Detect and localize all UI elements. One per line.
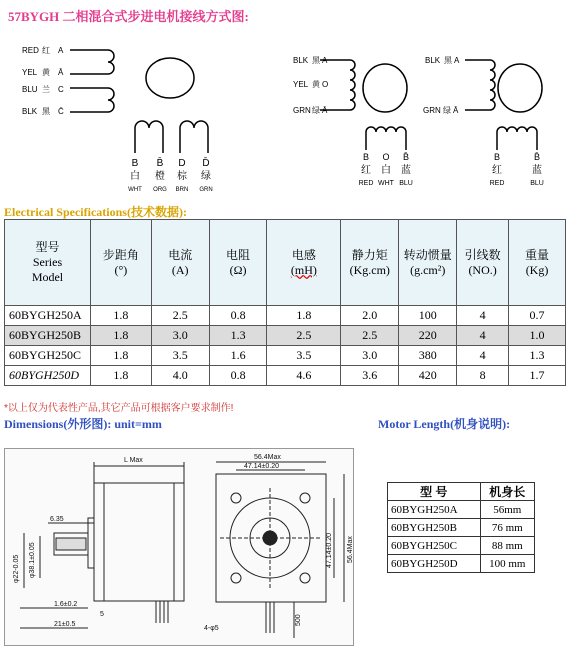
svg-text:A: A xyxy=(454,56,460,65)
svg-text:蓝: 蓝 xyxy=(401,165,411,176)
electrical-heading: Electrical Specifications(技术数据): xyxy=(4,205,187,219)
svg-text:ORG: ORG xyxy=(153,187,167,193)
page-title: 57BYGH 二相混合式步进电机接线方式图: xyxy=(8,9,249,24)
svg-text:Ā: Ā xyxy=(322,106,328,115)
svg-text:BLU: BLU xyxy=(530,180,544,187)
length-header-row xyxy=(388,483,535,501)
dim-47-14-side: 47.14±0.20 xyxy=(326,533,333,568)
wiring-left-labels xyxy=(22,45,64,116)
spec-header-row xyxy=(5,220,566,306)
header-model: 型号 Series Model xyxy=(5,220,91,306)
dim-22: φ22-0.05 xyxy=(13,554,20,583)
svg-text:Ā: Ā xyxy=(453,106,459,115)
svg-text:绿: 绿 xyxy=(443,106,451,115)
svg-text:B: B xyxy=(131,158,139,169)
svg-text:C: C xyxy=(58,85,64,94)
svg-text:O: O xyxy=(382,152,390,162)
svg-text:黑: 黑 xyxy=(312,56,320,65)
dim-l-max: L Max xyxy=(124,457,143,464)
svg-text:黄: 黄 xyxy=(312,80,320,89)
svg-text:D: D xyxy=(178,158,186,169)
wiring-diagrams xyxy=(0,30,571,200)
svg-text:棕: 棕 xyxy=(177,171,187,182)
wiring-mid-bottom xyxy=(359,152,413,187)
table-row: 60BYGH250D 1.8 4.0 0.8 4.6 3.6 420 8 1.7 xyxy=(5,366,566,386)
svg-text:YEL: YEL xyxy=(293,80,309,89)
svg-text:Ā: Ā xyxy=(58,68,64,77)
wiring-right-labels xyxy=(423,56,460,115)
svg-text:BRN: BRN xyxy=(175,187,189,193)
header-inertia: 转动惯量 (g.cm²) xyxy=(399,220,457,306)
svg-text:B̄: B̄ xyxy=(533,152,541,162)
svg-text:B̄: B̄ xyxy=(402,152,410,162)
dim-5: 5 xyxy=(100,611,104,618)
dim-21: 21±0.5 xyxy=(54,621,76,628)
header-resistance: 电阻 (Ω) xyxy=(209,220,267,306)
header-current: 电流 (A) xyxy=(151,220,209,306)
svg-text:兰: 兰 xyxy=(42,85,50,94)
svg-text:A: A xyxy=(58,46,64,55)
svg-text:C̄: C̄ xyxy=(58,107,64,116)
wiring-right-bottom xyxy=(490,152,544,187)
header-step-angle: 步距角 (°) xyxy=(90,220,151,306)
svg-text:BLK: BLK xyxy=(425,56,441,65)
dim-1-6: 1.6±0.2 xyxy=(54,601,78,608)
svg-text:GRN: GRN xyxy=(423,106,441,115)
svg-text:黑: 黑 xyxy=(42,107,50,116)
wire-label-yel: YEL xyxy=(22,68,38,77)
svg-text:白: 白 xyxy=(130,171,140,182)
svg-text:B: B xyxy=(493,152,501,162)
dim-holes: 4-φ5 xyxy=(204,625,219,632)
svg-text:绿: 绿 xyxy=(312,106,320,115)
svg-text:B̄: B̄ xyxy=(156,158,164,169)
svg-text:GRN: GRN xyxy=(199,187,213,193)
svg-text:BLK: BLK xyxy=(293,56,309,65)
svg-text:黑: 黑 xyxy=(444,56,452,65)
header-length: 机身长 xyxy=(480,483,535,501)
svg-text:绿: 绿 xyxy=(201,171,211,182)
svg-text:GRN: GRN xyxy=(293,106,311,115)
table-row: 60BYGH250B 76 mm xyxy=(388,519,535,537)
svg-text:O: O xyxy=(322,80,329,89)
svg-text:蓝: 蓝 xyxy=(532,165,542,176)
svg-text:白: 白 xyxy=(381,165,391,176)
table-row: 60BYGH250B 1.8 3.0 1.3 2.5 2.5 220 4 1.0 xyxy=(5,326,566,346)
svg-text:红: 红 xyxy=(361,165,371,176)
header-leads: 引线数 (NO.) xyxy=(457,220,509,306)
svg-text:RED: RED xyxy=(358,180,374,187)
wire-label-blk: BLK xyxy=(22,107,38,116)
svg-text:黄: 黄 xyxy=(42,68,50,77)
svg-text:橙: 橙 xyxy=(155,171,165,182)
svg-text:WHT: WHT xyxy=(378,180,394,187)
header-model: 型 号 xyxy=(388,483,481,501)
header-inductance: 电感 (mH) xyxy=(267,220,341,306)
table-row: 60BYGH250C 88 mm xyxy=(388,537,535,555)
svg-text:WHT: WHT xyxy=(128,187,142,193)
motor-length-table xyxy=(387,482,535,573)
wiring-left-bottom xyxy=(128,156,213,193)
table-row: 60BYGH250A 1.8 2.5 0.8 1.8 2.0 100 4 0.7 xyxy=(5,306,566,326)
dimension-drawing xyxy=(4,448,354,646)
header-weight: 重量 (Kg) xyxy=(509,220,566,306)
electrical-spec-table xyxy=(4,219,566,386)
wire-label-blu: BLU xyxy=(22,85,38,94)
svg-text:BLU: BLU xyxy=(399,180,413,187)
dim-500: 500 xyxy=(295,614,302,626)
dim-56-4-max-side: 56.4Max xyxy=(347,536,354,563)
dim-56-4-max-top: 56.4Max xyxy=(254,454,281,461)
header-holding-torque: 静力矩 (Kg.cm) xyxy=(341,220,399,306)
svg-text:红: 红 xyxy=(42,46,50,55)
footnote: *以上仅为代表性产品,其它产品可根据客户要求制作! xyxy=(4,403,234,414)
dim-38: φ38.1±0.05 xyxy=(29,542,36,578)
dimensions-heading: Dimensions(外形图): unit=mm xyxy=(4,417,162,431)
motor-length-heading: Motor Length(机身说明): xyxy=(378,417,511,431)
svg-text:A: A xyxy=(322,56,328,65)
dim-6-35: 6.35 xyxy=(50,516,64,523)
svg-text:B: B xyxy=(362,152,370,162)
table-row: 60BYGH250C 1.8 3.5 1.6 3.5 3.0 380 4 1.3 xyxy=(5,346,566,366)
svg-text:RED: RED xyxy=(489,180,505,187)
wire-label-red: RED xyxy=(22,46,39,55)
table-row: 60BYGH250D 100 mm xyxy=(388,555,535,573)
table-row: 60BYGH250A 56mm xyxy=(388,501,535,519)
svg-text:D̄: D̄ xyxy=(202,158,210,169)
dim-47-14-top: 47.14±0.20 xyxy=(244,463,279,470)
svg-text:红: 红 xyxy=(492,165,502,176)
wiring-mid-labels xyxy=(293,56,328,115)
